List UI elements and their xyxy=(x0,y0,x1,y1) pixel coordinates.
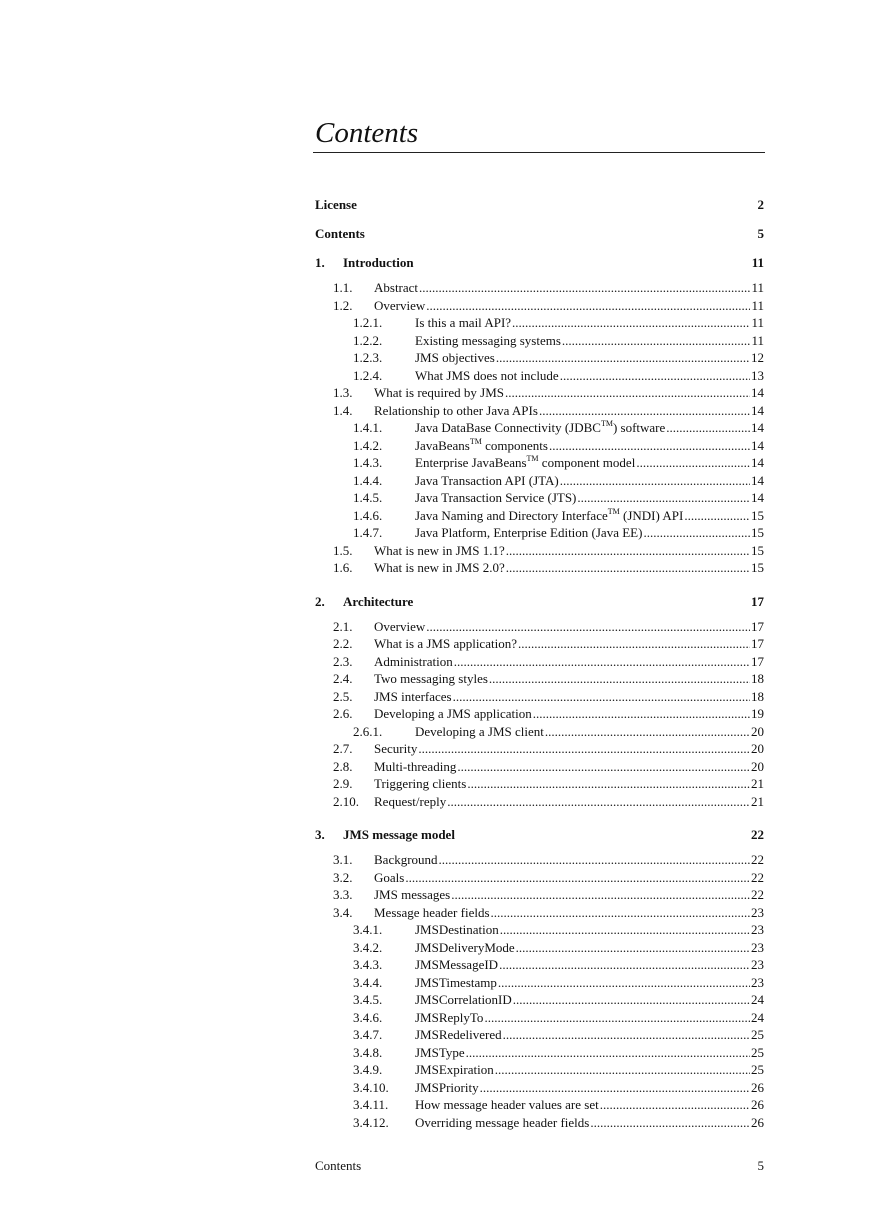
toc-entry-title: License xyxy=(315,197,357,212)
toc-entry-page: 11 xyxy=(751,315,764,330)
dot-leader xyxy=(506,559,750,577)
toc-entry-page: 15 xyxy=(751,525,764,540)
toc-entry-number: 3.4.5. xyxy=(353,992,383,1007)
dot-leader xyxy=(491,904,750,922)
toc-entry-page: 17 xyxy=(751,618,764,634)
toc-entry-number: 1.4.1. xyxy=(353,420,383,435)
toc-entry[interactable] xyxy=(315,793,764,811)
dot-leader xyxy=(545,723,750,741)
toc-entry-page: 24 xyxy=(751,992,764,1007)
toc-entry-title: What is required by JMS xyxy=(374,385,504,400)
toc-entry-page: 21 xyxy=(751,793,764,809)
toc-entry[interactable] xyxy=(315,956,764,974)
dot-leader xyxy=(503,1026,750,1044)
toc-entry-title: Multi-threading xyxy=(374,758,457,774)
dot-leader xyxy=(533,705,750,723)
toc-entry-page: 15 xyxy=(751,560,764,575)
trademark-superscript: TM xyxy=(469,436,482,446)
dot-leader xyxy=(513,991,750,1009)
dot-leader xyxy=(426,618,750,636)
dot-leader xyxy=(666,419,750,437)
toc-entry-number: 1.4.3. xyxy=(353,455,383,470)
toc-entry[interactable] xyxy=(315,472,764,490)
toc-entry-title: Background xyxy=(374,852,438,867)
toc-entry-title: Abstract xyxy=(374,280,419,295)
toc-entry[interactable] xyxy=(315,670,764,688)
toc-entry-title: Java Transaction API (JTA) xyxy=(415,472,559,488)
toc-entry-title: JMSPriority xyxy=(415,1079,479,1095)
toc-entry-number: 2.3. xyxy=(333,653,353,669)
toc-entry-page: 25 xyxy=(751,1027,764,1042)
toc-entry[interactable] xyxy=(315,349,764,367)
dot-leader xyxy=(418,740,750,758)
title-rule xyxy=(313,152,765,153)
toc-entry-title: Administration xyxy=(374,653,453,669)
dot-leader xyxy=(518,635,750,653)
toc-entry[interactable] xyxy=(315,297,764,315)
toc-entry[interactable] xyxy=(315,489,764,507)
chapter-title: Introduction xyxy=(343,255,414,270)
toc-entry-number: 1.4.5. xyxy=(353,490,383,505)
dot-leader xyxy=(560,367,750,385)
dot-leader xyxy=(643,524,750,542)
toc-entry-title: Java DataBase Connectivity (JDBC™) software xyxy=(415,419,666,435)
toc-chapter-heading[interactable] xyxy=(315,593,764,611)
toc-entry-title: Is this a mail API? xyxy=(415,315,512,330)
toc-entry[interactable] xyxy=(315,775,764,793)
toc-entry-number: 2.8. xyxy=(333,758,353,774)
trademark-superscript: TM xyxy=(607,506,620,516)
toc-entry-page: 14 xyxy=(751,437,764,453)
toc-entry-number: 3.4. xyxy=(333,904,353,920)
trademark-superscript: TM xyxy=(600,419,613,428)
toc-entry[interactable] xyxy=(315,454,764,472)
toc-entry[interactable] xyxy=(315,705,764,723)
toc-entry-page: 20 xyxy=(751,758,764,774)
toc-entry[interactable] xyxy=(315,974,764,992)
toc-entry[interactable] xyxy=(315,332,764,350)
dot-leader xyxy=(500,921,750,939)
toc-entry[interactable] xyxy=(315,1061,764,1079)
toc-entry[interactable] xyxy=(315,1079,764,1097)
toc-entry-title: Java Naming and Directory Interface™ (JNDI) API xyxy=(415,506,684,523)
dot-leader xyxy=(636,454,750,472)
toc-entry-title: JMSRedelivered xyxy=(415,1027,502,1042)
toc-entry[interactable] xyxy=(315,314,764,332)
chapter-page: 17 xyxy=(751,593,764,609)
toc-entry-page: 14 xyxy=(751,402,764,418)
toc-entry-title: JMSReplyTo xyxy=(415,1009,484,1025)
toc-entry-title: JMS objectives xyxy=(415,350,495,365)
toc-entry[interactable] xyxy=(315,904,764,922)
toc-entry[interactable] xyxy=(315,991,764,1009)
toc-entry[interactable] xyxy=(315,524,764,542)
toc-entry-number: 3.4.4. xyxy=(353,974,383,990)
toc-entry[interactable] xyxy=(315,437,764,455)
dot-leader xyxy=(512,314,750,332)
toc-entry-number: 2.7. xyxy=(333,741,353,756)
toc-entry-page: 11 xyxy=(751,297,764,313)
toc-entry-page: 18 xyxy=(751,671,764,686)
toc-entry-title: JMSCorrelationID xyxy=(415,992,512,1007)
toc-entry-number: 2.6. xyxy=(333,706,353,721)
dot-leader xyxy=(467,775,750,793)
chapter-number: 1. xyxy=(315,255,325,270)
toc-entry-number: 3.4.10. xyxy=(353,1079,389,1095)
toc-entry-title: Enterprise JavaBeans™ component model xyxy=(415,454,636,470)
dot-leader xyxy=(549,437,750,455)
toc-entry-title: Two messaging styles xyxy=(374,671,488,686)
toc-entry-page: 11 xyxy=(751,280,764,295)
toc-entry-page: 25 xyxy=(751,1044,764,1060)
toc-entry-number: 2.9. xyxy=(333,776,353,791)
toc-entry-page: 12 xyxy=(751,350,764,365)
toc-entry[interactable] xyxy=(315,653,764,671)
table-of-contents xyxy=(315,196,764,1131)
page-title: Contents xyxy=(315,117,419,149)
dot-leader xyxy=(451,886,750,904)
toc-entry-title: Message header fields xyxy=(374,904,490,920)
toc-entry-page: 24 xyxy=(751,1009,764,1025)
toc-entry-title: JMS interfaces xyxy=(374,688,452,704)
toc-entry[interactable] xyxy=(315,1114,764,1132)
dot-leader xyxy=(419,279,750,297)
dot-leader xyxy=(457,758,750,776)
toc-entry-number: 1.4.2. xyxy=(353,437,383,453)
toc-entry[interactable] xyxy=(315,384,764,402)
toc-entry-page: 26 xyxy=(751,1114,764,1130)
toc-entry[interactable] xyxy=(315,758,764,776)
toc-entry-number: 3.4.8. xyxy=(353,1044,383,1060)
toc-entry-title: JMSExpiration xyxy=(415,1062,494,1077)
toc-entry-title: Goals xyxy=(374,869,405,885)
chapter-number: 2. xyxy=(315,593,325,609)
toc-entry-number: 1.2.4. xyxy=(353,367,383,383)
toc-entry[interactable] xyxy=(315,869,764,887)
toc-entry-title: Triggering clients xyxy=(374,776,467,791)
toc-entry-number: 3.4.2. xyxy=(353,939,383,955)
toc-entry-number: 1.4.4. xyxy=(353,472,383,488)
toc-entry-number: 1.2.1. xyxy=(353,315,383,330)
toc-entry[interactable] xyxy=(315,851,764,869)
toc-entry-page: 20 xyxy=(751,723,764,739)
dot-leader xyxy=(562,332,751,350)
toc-entry-number: 2.1. xyxy=(333,618,353,634)
toc-entry[interactable] xyxy=(315,1009,764,1027)
toc-entry-number: 2.4. xyxy=(333,671,353,686)
toc-entry-title: Contents xyxy=(315,226,365,241)
toc-entry-page: 26 xyxy=(751,1097,764,1112)
toc-entry-title: Request/reply xyxy=(374,793,447,809)
toc-entry-number: 1.5. xyxy=(333,542,353,558)
toc-entry[interactable] xyxy=(315,542,764,560)
toc-entry-title: JMSType xyxy=(415,1044,465,1060)
toc-entry-page: 19 xyxy=(751,706,764,721)
toc-entry[interactable] xyxy=(315,886,764,904)
toc-entry-number: 3.4.12. xyxy=(353,1114,389,1130)
toc-entry[interactable] xyxy=(315,688,764,706)
toc-entry-page: 22 xyxy=(751,852,764,867)
toc-entry-title: JavaBeans™ components xyxy=(415,436,548,453)
chapter-title: Architecture xyxy=(343,593,414,609)
dot-leader xyxy=(590,1114,750,1132)
toc-entry-page: 17 xyxy=(751,636,764,651)
toc-entry-page: 23 xyxy=(751,957,764,972)
dot-leader xyxy=(684,507,750,525)
toc-entry-number: 3.3. xyxy=(333,887,353,902)
toc-entry-title: Security xyxy=(374,741,418,756)
toc-entry-number: 3.4.1. xyxy=(353,922,383,937)
toc-entry[interactable] xyxy=(315,1096,764,1114)
toc-entry-contents[interactable] xyxy=(315,225,764,243)
toc-entry-page: 26 xyxy=(751,1079,764,1095)
toc-entry[interactable] xyxy=(315,1044,764,1062)
toc-entry-title: What JMS does not include xyxy=(415,367,559,383)
toc-entry-number: 2.6.1. xyxy=(353,723,383,739)
dot-leader xyxy=(560,472,750,490)
toc-entry[interactable] xyxy=(315,618,764,636)
toc-entry-page: 23 xyxy=(751,922,764,937)
toc-entry-title: Java Transaction Service (JTS) xyxy=(415,490,577,505)
toc-entry-title: How message header values are set xyxy=(415,1097,599,1112)
toc-entry-title: Existing messaging systems xyxy=(415,332,561,348)
toc-entry-page: 13 xyxy=(751,367,764,383)
toc-entry[interactable] xyxy=(315,939,764,957)
toc-entry-title: What is new in JMS 1.1? xyxy=(374,542,505,558)
toc-entry-number: 1.3. xyxy=(333,385,353,400)
toc-entry-page: 5 xyxy=(757,226,764,241)
toc-entry-number: 3.2. xyxy=(333,869,353,885)
toc-entry-page: 23 xyxy=(751,939,764,955)
toc-entry-page: 14 xyxy=(751,490,764,505)
toc-entry-number: 2.10. xyxy=(333,793,359,809)
toc-entry-page: 11 xyxy=(751,332,764,348)
trademark-superscript: TM xyxy=(526,454,539,463)
toc-entry-title: Overview xyxy=(374,297,426,313)
toc-entry-page: 21 xyxy=(751,776,764,791)
dot-leader xyxy=(480,1079,750,1097)
dot-leader xyxy=(499,956,750,974)
toc-entry[interactable] xyxy=(315,559,764,577)
toc-entry-number: 3.4.3. xyxy=(353,957,383,972)
toc-entry-page: 14 xyxy=(751,472,764,488)
toc-entry-title: Relationship to other Java APIs xyxy=(374,402,538,418)
toc-entry-number: 2.5. xyxy=(333,688,353,704)
toc-entry-page: 22 xyxy=(751,887,764,902)
footer-section-label: Contents xyxy=(315,1158,362,1173)
toc-entry-page: 23 xyxy=(751,904,764,920)
toc-entry-page: 23 xyxy=(751,974,764,990)
toc-entry-page: 15 xyxy=(751,542,764,558)
toc-entry-number: 3.4.11. xyxy=(353,1097,389,1112)
toc-entry-title: JMSDestination xyxy=(415,922,499,937)
toc-entry-page: 15 xyxy=(751,507,764,523)
toc-entry[interactable] xyxy=(315,740,764,758)
toc-entry-title: Developing a JMS application xyxy=(374,706,532,721)
toc-entry-page: 25 xyxy=(751,1062,764,1077)
toc-entry-title: What is a JMS application? xyxy=(374,636,517,651)
toc-entry-number: 1.4. xyxy=(333,402,353,418)
dot-leader xyxy=(426,297,750,315)
toc-chapter-heading[interactable] xyxy=(315,254,764,272)
toc-entry-title: JMSMessageID xyxy=(415,957,499,972)
footer-page-number: 5 xyxy=(757,1158,764,1173)
toc-entry-number: 1.2. xyxy=(333,297,353,313)
dot-leader xyxy=(484,1009,750,1027)
toc-entry-number: 1.2.3. xyxy=(353,350,383,365)
toc-entry-page: 20 xyxy=(751,741,764,756)
chapter-title: JMS message model xyxy=(343,827,455,842)
toc-entry-title: JMS messages xyxy=(374,887,451,902)
toc-entry-title: What is new in JMS 2.0? xyxy=(374,560,505,575)
dot-leader xyxy=(495,1061,750,1079)
dot-leader xyxy=(577,489,750,507)
dot-leader xyxy=(498,974,750,992)
dot-leader xyxy=(447,793,750,811)
toc-entry-page: 2 xyxy=(757,197,764,212)
toc-entry[interactable] xyxy=(315,367,764,385)
dot-leader xyxy=(453,688,750,706)
chapter-number: 3. xyxy=(315,827,325,842)
dot-leader xyxy=(516,939,750,957)
toc-entry-number: 2.2. xyxy=(333,636,353,651)
toc-entry-number: 3.4.7. xyxy=(353,1027,383,1042)
dot-leader xyxy=(496,349,750,367)
toc-entry[interactable] xyxy=(315,635,764,653)
toc-entry-title: Java Platform, Enterprise Edition (Java EE) xyxy=(415,525,643,540)
toc-entry-number: 1.4.7. xyxy=(353,525,383,540)
dot-leader xyxy=(506,542,750,560)
toc-entry-title: JMSTimestamp xyxy=(415,974,497,990)
toc-entry[interactable] xyxy=(315,723,764,741)
toc-entry-license[interactable] xyxy=(315,196,764,214)
toc-entry-page: 18 xyxy=(751,688,764,704)
toc-entry[interactable] xyxy=(315,402,764,420)
dot-leader xyxy=(405,869,750,887)
toc-entry-number: 1.2.2. xyxy=(353,332,383,348)
toc-entry-title: Overview xyxy=(374,618,426,634)
toc-entry[interactable] xyxy=(315,1026,764,1044)
toc-entry[interactable] xyxy=(315,419,764,437)
dot-leader xyxy=(505,384,750,402)
dot-leader xyxy=(466,1044,750,1062)
toc-entry-page: 14 xyxy=(751,385,764,400)
toc-entry-page: 14 xyxy=(751,420,764,435)
toc-entry-title: Overriding message header fields xyxy=(415,1114,590,1130)
dot-leader xyxy=(439,851,750,869)
toc-chapter-heading[interactable] xyxy=(315,826,764,844)
chapter-page: 22 xyxy=(751,827,764,842)
toc-entry[interactable] xyxy=(315,507,764,525)
toc-entry-number: 3.4.6. xyxy=(353,1009,383,1025)
toc-entry-page: 14 xyxy=(751,455,764,470)
toc-entry-title: Developing a JMS client xyxy=(415,723,544,739)
toc-entry-number: 3.1. xyxy=(333,852,353,867)
toc-entry-page: 17 xyxy=(751,653,764,669)
toc-chapters xyxy=(315,243,764,1131)
toc-entry-number: 1.1. xyxy=(333,280,353,295)
toc-entry-number: 1.4.6. xyxy=(353,507,383,523)
dot-leader xyxy=(600,1096,750,1114)
toc-entry[interactable] xyxy=(315,279,764,297)
dot-leader xyxy=(489,670,750,688)
toc-entry-number: 3.4.9. xyxy=(353,1062,383,1077)
dot-leader xyxy=(454,653,750,671)
chapter-page: 11 xyxy=(751,255,764,270)
toc-entry[interactable] xyxy=(315,921,764,939)
toc-entry-title: JMSDeliveryMode xyxy=(415,939,515,955)
dot-leader xyxy=(539,402,750,420)
toc-entry-page: 22 xyxy=(751,869,764,885)
toc-entry-number: 1.6. xyxy=(333,560,353,575)
